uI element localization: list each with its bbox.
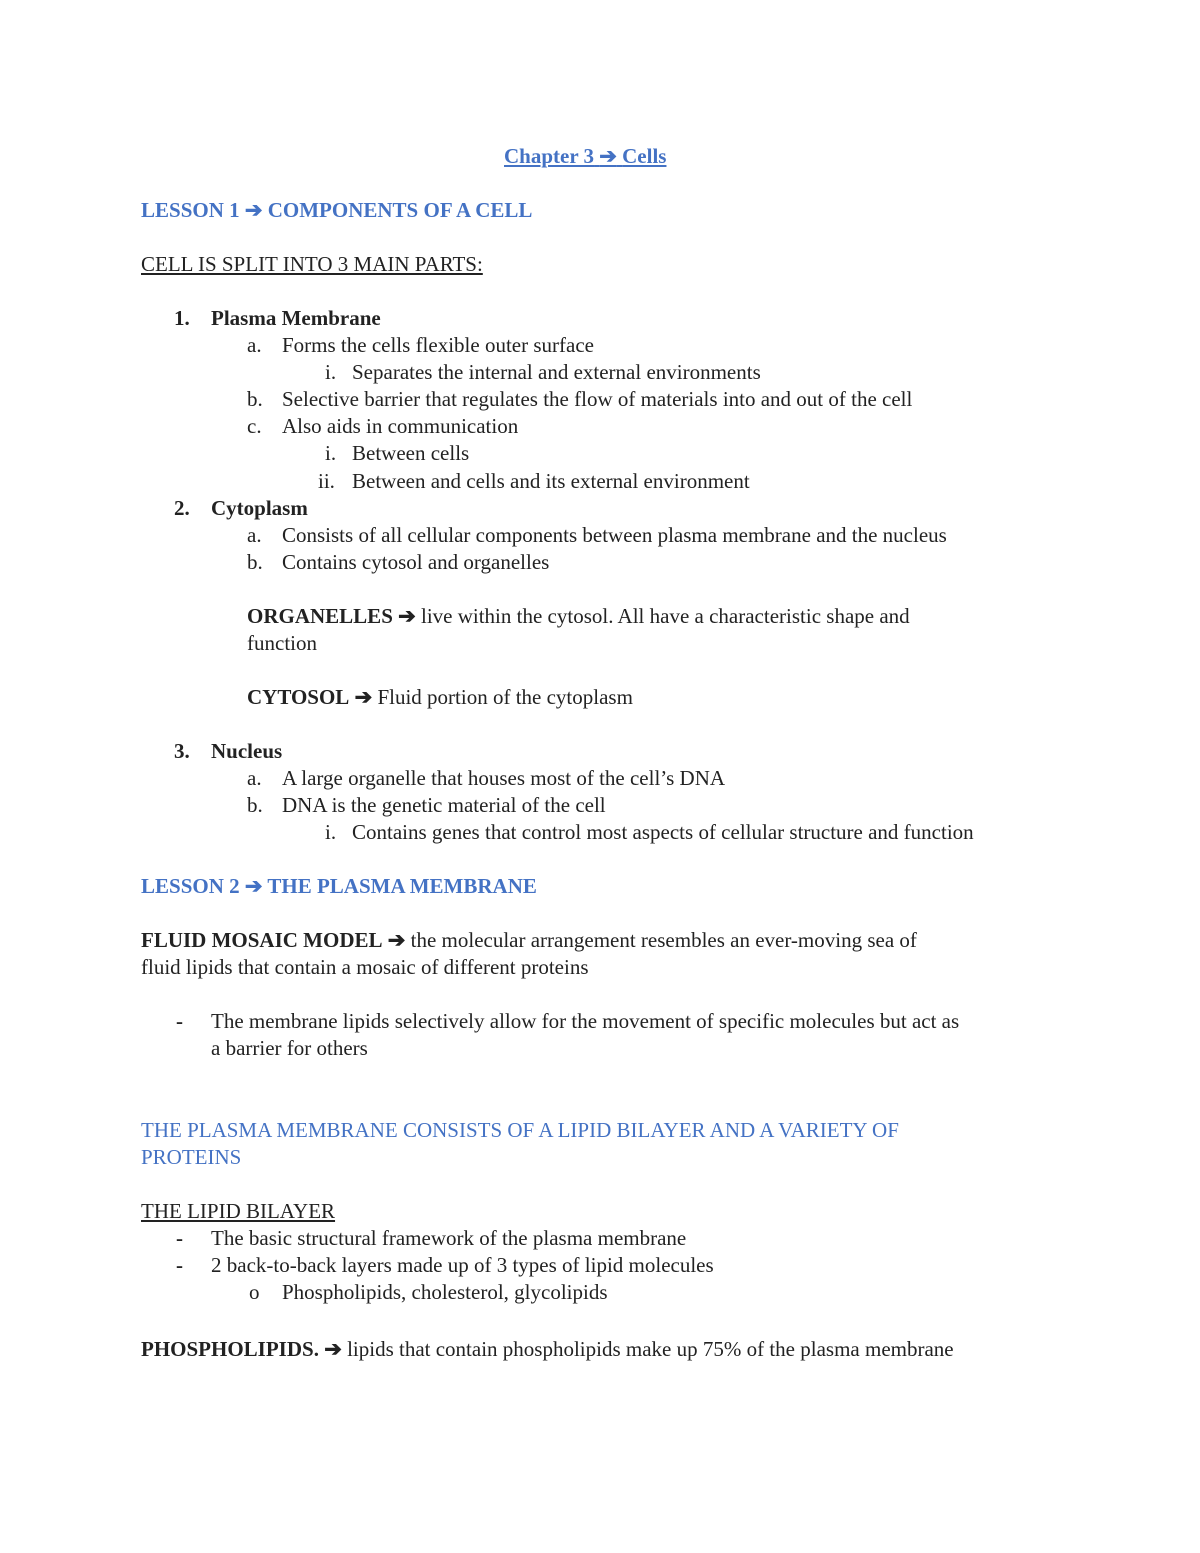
- definition-text: the molecular arrangement resembles an ever-moving sea of: [410, 928, 917, 952]
- bullet-text: 2 back-to-back layers made up of 3 types of lipid molecules: [211, 1253, 714, 1277]
- definition-text: live within the cytosol. All have a characteristic shape and: [420, 604, 910, 628]
- bullet-text: The basic structural framework of the plasma membrane: [211, 1226, 687, 1250]
- arrow-icon: ➔: [387, 928, 406, 952]
- list-marker: b.: [247, 550, 263, 574]
- part-3-name: Nucleus: [211, 739, 283, 763]
- fluid-mosaic-definition: [141, 927, 917, 954]
- list-item: Forms the cells flexible outer surface: [282, 333, 594, 357]
- bullet-text: The membrane lipids selectively allow for the movement of specific molecules but act as: [211, 1009, 960, 1033]
- list-item: Contains genes that control most aspects of cellular structure and function: [352, 820, 974, 844]
- list-item: A large organelle that houses most of the cell’s DNA: [282, 766, 726, 790]
- list-marker: a.: [247, 523, 262, 547]
- list-item: Contains cytosol and organelles: [282, 550, 550, 574]
- bullet-marker: -: [176, 1226, 183, 1250]
- lesson-1-heading: [141, 197, 532, 224]
- part-3-number: 3.: [174, 739, 190, 763]
- cytosol-definition: [247, 684, 633, 711]
- section-subheading: THE PLASMA MEMBRANE CONSISTS OF A LIPID BILAYER AND A VARIETY OF: [141, 1118, 899, 1142]
- arrow-icon: ➔: [398, 604, 416, 628]
- phospholipids-definition: [141, 1336, 954, 1363]
- sub-bullet-marker: o: [249, 1280, 260, 1304]
- list-item: Between and cells and its external environment: [352, 469, 750, 493]
- chapter-title: [504, 143, 666, 170]
- part-1-name: Plasma Membrane: [211, 306, 381, 330]
- list-marker: b.: [247, 793, 263, 817]
- lesson-1-title: COMPONENTS OF A CELL: [267, 198, 533, 222]
- definition-text: lipids that contain phospholipids make up 75% of the plasma membrane: [347, 1337, 954, 1361]
- list-marker: b.: [247, 387, 263, 411]
- definition-term: FLUID MOSAIC MODEL: [141, 928, 383, 952]
- list-item: Separates the internal and external environments: [352, 360, 761, 384]
- definition-term: CYTOSOL: [247, 685, 350, 709]
- bullet-text-continued: a barrier for others: [211, 1036, 368, 1060]
- lesson-2-label: LESSON 2: [141, 874, 240, 898]
- arrow-icon: ➔: [244, 198, 263, 222]
- definition-text-continued: fluid lipids that contain a mosaic of different proteins: [141, 955, 589, 979]
- list-item: Selective barrier that regulates the flow of materials into and out of the cell: [282, 387, 913, 411]
- sub-bullet-text: Phospholipids, cholesterol, glycolipids: [282, 1280, 608, 1304]
- chapter-topic: Cells: [622, 144, 667, 168]
- definition-text-continued: function: [247, 631, 317, 655]
- lesson-2-title: THE PLASMA MEMBRANE: [267, 874, 537, 898]
- chapter-label: Chapter 3: [504, 144, 595, 168]
- list-marker: i.: [325, 360, 337, 384]
- definition-term: PHOSPHOLIPIDS.: [141, 1337, 319, 1361]
- lipid-bilayer-heading: THE LIPID BILAYER: [141, 1199, 336, 1223]
- list-marker: ii.: [318, 469, 335, 493]
- list-item: Between cells: [352, 441, 470, 465]
- arrow-icon: ➔: [599, 144, 617, 168]
- list-item: Also aids in communication: [282, 414, 519, 438]
- list-marker: a.: [247, 333, 262, 357]
- list-item: DNA is the genetic material of the cell: [282, 793, 606, 817]
- part-1-number: 1.: [174, 306, 190, 330]
- arrow-icon: ➔: [244, 874, 263, 898]
- arrow-icon: ➔: [324, 1337, 342, 1361]
- part-2-number: 2.: [174, 496, 190, 520]
- organelles-definition: [247, 603, 910, 630]
- arrow-icon: ➔: [354, 685, 373, 709]
- definition-term: ORGANELLES: [247, 604, 393, 628]
- list-marker: c.: [247, 414, 262, 438]
- lesson-2-heading: [141, 873, 537, 900]
- bullet-marker: -: [176, 1253, 183, 1277]
- list-marker: i.: [325, 820, 337, 844]
- section-subheading-continued: PROTEINS: [141, 1145, 242, 1169]
- part-2-name: Cytoplasm: [211, 496, 308, 520]
- bullet-marker: -: [176, 1009, 183, 1033]
- definition-text: Fluid portion of the cytoplasm: [377, 685, 633, 709]
- cell-parts-intro: CELL IS SPLIT INTO 3 MAIN PARTS:: [141, 252, 483, 276]
- list-marker: a.: [247, 766, 262, 790]
- list-item: Consists of all cellular components between plasma membrane and the nucleus: [282, 523, 947, 547]
- list-marker: i.: [325, 441, 337, 465]
- lesson-1-label: LESSON 1: [141, 198, 240, 222]
